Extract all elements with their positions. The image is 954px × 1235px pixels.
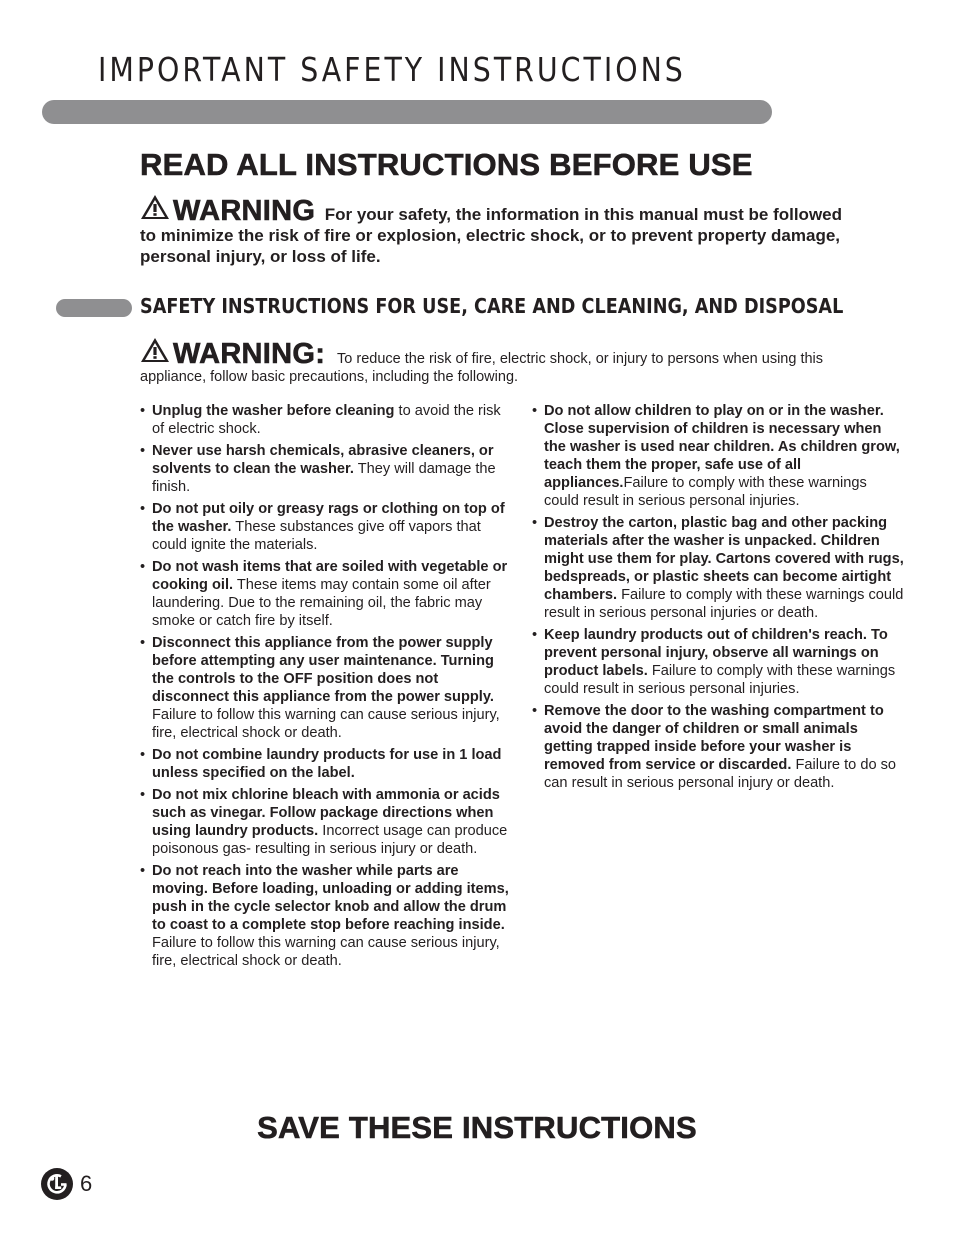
list-item: • Do not allow children to play on or in the washer. Close supervision of children is necessary when the washer is used near children. As children grow, teach them the proper, safe use of all appliances.Failure to comply with these warnings could result in serious personal injuries. — [532, 402, 904, 510]
list-item: • Never use harsh chemicals, abrasive cleaners, or solvents to clean the washer. They will damage the finish. — [140, 442, 510, 496]
warning-triangle-icon — [140, 337, 170, 363]
warning-label: WARNING — [173, 195, 316, 227]
warning-label: WARNING: — [173, 338, 326, 370]
list-item: • Do not reach into the washer while parts are moving. Before loading, unloading or adding items, push in the cycle selector knob and allow the drum to coast to a complete stop before reaching inside. Failure to follow this warning can cause serious injury, fire, electrical shock or death. — [140, 862, 510, 970]
list-item: • Do not mix chlorine bleach with ammonia or acids such as vinegar. Follow package directions when using laundry products. Incorrect usage can produce poisonous gas- resulting in serious injury or death. — [140, 786, 510, 858]
read-instructions-heading: READ ALL INSTRUCTIONS BEFORE USE — [140, 147, 753, 182]
section-heading: SAFETY INSTRUCTIONS FOR USE, CARE AND CLEANING, AND DISPOSAL — [140, 294, 844, 318]
list-item: • Do not put oily or greasy rags or clothing on top of the washer. These substances give off vapors that could ignite the materials. — [140, 500, 510, 554]
list-item: • Keep laundry products out of children's reach. To prevent personal injury, observe all warnings on product labels. Failure to comply with these warnings could result in serious personal injuries. — [532, 626, 904, 698]
warning-paragraph-1 — [140, 194, 860, 267]
list-item: • Disconnect this appliance from the power supply before attempting any user maintenance. Turning the controls to the OFF position does not disconnect this appliance from the power supply. Failure to follow this warning can cause serious injury, fire, electrical shock or death. — [140, 634, 510, 742]
warning-paragraph-2 — [140, 337, 885, 386]
left-column — [140, 402, 510, 974]
page-number: 6 — [80, 1171, 93, 1196]
list-item: • Remove the door to the washing compartment to avoid the danger of children or small animals getting trapped inside before your washer is removed from service or discarded. Failure to do so can result in serious personal injury or death. — [532, 702, 904, 792]
save-instructions-heading: SAVE THESE INSTRUCTIONS — [257, 1110, 697, 1145]
warning-triangle-icon — [140, 194, 170, 220]
list-item: • Do not wash items that are soiled with vegetable or cooking oil. These items may contain some oil after laundering. Due to the remaining oil, the fabric may smoke or catch fire by itself. — [140, 558, 510, 630]
warning-text: For your safety, the information in this manual must be followed to minimize the risk of fire or explosion, electric shock, or to prevent property damage, personal injury, or loss of life. — [140, 205, 843, 266]
warning-text: To reduce the risk of fire, electric shock, or injury to persons when using this appliance, follow basic precautions, including the following. — [140, 351, 824, 385]
list-item: • Do not combine laundry products for use in 1 load unless specified on the label. — [140, 746, 510, 782]
list-item: • Destroy the carton, plastic bag and other packing materials after the washer is unpacked. Children might use them for play. Cartons covered with rugs, bedspreads, or plastic sheets can become airtight chambers. Failure to comply with these warnings could result in serious personal injuries or death. — [532, 514, 904, 622]
right-column — [532, 402, 904, 796]
lg-logo-icon — [40, 1167, 74, 1201]
title-divider-bar — [42, 100, 772, 124]
page-title: IMPORTANT SAFETY INSTRUCTIONS — [98, 50, 686, 89]
section-marker-bar — [56, 299, 132, 317]
list-item: • Unplug the washer before cleaning to avoid the risk of electric shock. — [140, 402, 510, 438]
